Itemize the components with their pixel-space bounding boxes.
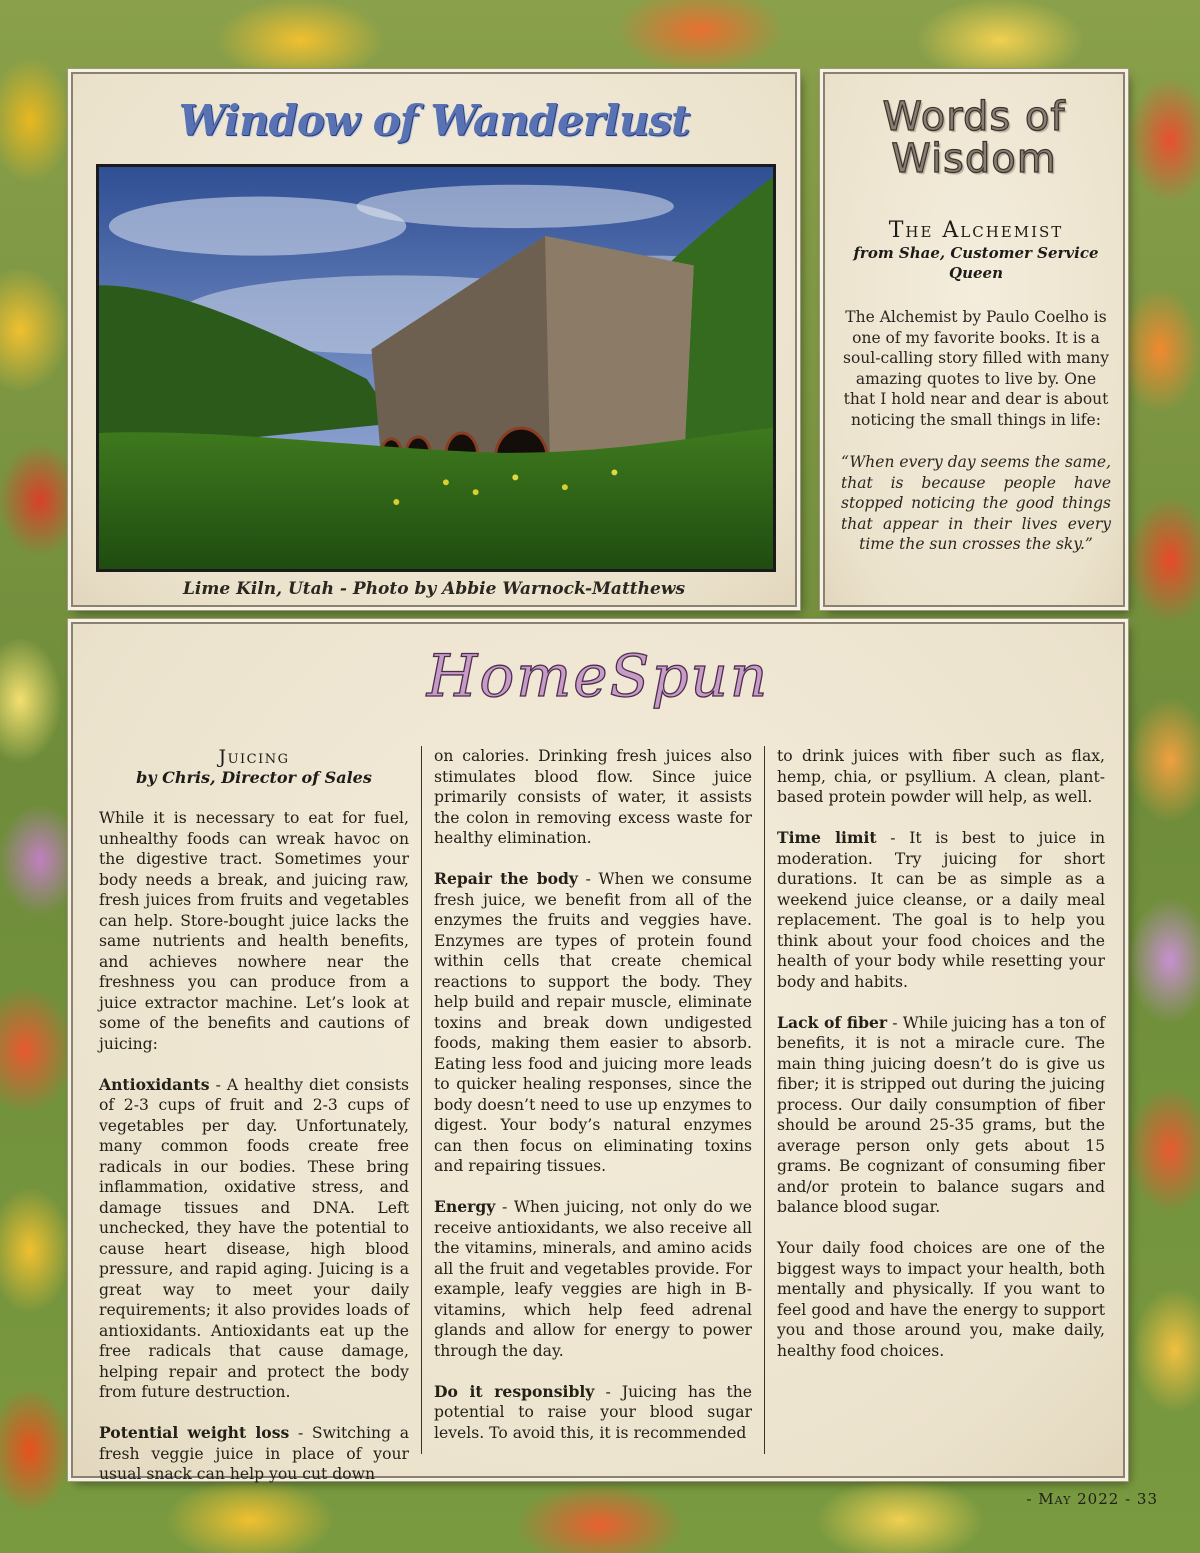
lack-of-fiber-paragraph [777, 1013, 1105, 1218]
antioxidants-paragraph [99, 1075, 409, 1403]
article-byline: by Chris, Director of Sales [136, 768, 372, 787]
time-limit-text: - It is best to juice in moderation. Try juicing for short durations. It can be as simple as a weekend juice cleanse, or a daily meal replacement. The goal is to help you think about your food choices and the health of your body while resetting your body and habits. [777, 829, 1105, 991]
words-of-wisdom-panel [823, 72, 1125, 607]
energy-text: - When juicing, not only do we receive antioxidants, we also receive all the vitamins, minerals, and amino acids all the fruit and vegetables provide. For example, leafy veggies are high in B-vitamins, which help feed adrenal glands and allow for energy to power through the day. [434, 1198, 752, 1360]
closing-paragraph: Your daily food choices are one of the biggest ways to impact your health, both mentally and physically. If you want to feel good and have the energy to support you and those around you, make daily, healthy food choices. [777, 1239, 1105, 1360]
energy-paragraph [434, 1197, 752, 1361]
responsibly-text-continued: to drink juices with fiber such as flax, hemp, chia, or psyllium. A clean, plant-based protein powder will help, as well. [777, 747, 1105, 806]
wisdom-title-line2: Wisdom [891, 136, 1057, 182]
article-columns [99, 746, 1105, 1483]
folio-prefix: - [1026, 1490, 1039, 1508]
weight-loss-label: Potential weight loss [99, 1423, 290, 1442]
lime-kiln-photo [96, 164, 776, 572]
weight-loss-text-continued: on calories. Drinking fresh juices also stimulates blood flow. Since juice primarily consists of water, it assists the colon in removing excess waste for healthy elimination. [434, 747, 752, 847]
responsibly-paragraph-start [434, 1382, 752, 1444]
homespun-title: HomeSpun [426, 642, 770, 710]
homespun-panel [71, 622, 1125, 1483]
wisdom-body [841, 218, 1111, 555]
repair-paragraph [434, 869, 752, 1177]
folio-month: May [1038, 1490, 1072, 1508]
weight-loss-paragraph-start [99, 1423, 409, 1485]
wisdom-title-line1: Words of [882, 94, 1066, 140]
folio-rest: 2022 - 33 [1071, 1490, 1158, 1508]
repair-text: - When we consume fresh juice, we benefit from all of the enzymes the fruits and veggies have. Enzymes are types of protein found within cells that create chemical reactions to support the body. They help build and repair muscle, eliminate toxins and break down undigested foods, making them easier to absorb. Eating less food and juicing more leads to quicker healing responses, since the body doesn’t need to use up enzymes to digest. Your body’s natural enzymes can then focus on eliminating toxins and repairing tissues. [434, 870, 752, 1175]
article-heading: Juicing [218, 746, 290, 768]
time-limit-label: Time limit [777, 828, 877, 847]
wisdom-heading: The Alchemist [888, 218, 1064, 243]
article-column-2 [421, 746, 765, 1454]
wanderlust-title: Window of Wanderlust [178, 96, 690, 145]
weight-loss-paragraph-end [434, 746, 752, 849]
repair-label: Repair the body [434, 869, 578, 888]
responsibly-label: Do it responsibly [434, 1381, 595, 1401]
photo-caption: Lime Kiln, Utah - Photo by Abbie Warnock-Matthews [182, 579, 686, 599]
wisdom-byline: from Shae, Customer Service Queen [853, 244, 1099, 282]
weight-loss-text: - Switching a fresh veggie juice in place of your usual snack can help you cut down [99, 1424, 409, 1483]
lime-kiln-image [99, 167, 773, 569]
page-folio [1026, 1490, 1158, 1508]
wisdom-title [825, 96, 1123, 180]
wisdom-paragraph: The Alchemist by Paulo Coelho is one of my favorite books. It is a soul-calling story filled with many amazing quotes to live by. One that I hold near and dear is about noticing the small things in life: [842, 308, 1109, 429]
responsibly-text: - Juicing has the potential to raise your blood sugar levels. To avoid this, it is recommended [434, 1382, 752, 1442]
article-intro: While it is necessary to eat for fuel, unhealthy foods can wreak havoc on the digestive tract. Sometimes your body needs a break, and juicing raw, fresh juices from fruits and vegetables can help. Store-bought juice lacks the same nutrients and health benefits, and achieves nowhere near the freshness you can produce from a juice extractor machine. Let’s look at some of the benefits and cautions of juicing: [99, 809, 409, 1053]
responsibly-paragraph-end [777, 746, 1105, 808]
antioxidants-text: - A healthy diet consists of 2-3 cups of fruit and 2-3 cups of vegetables per day. Unfortunately, many common foods create free radicals in our bodies. These bring inflammation, oxidative stress, and damage tissues and DNA. Left unchecked, they have the potential to cause heart disease, high blood pressure, and rapid aging. Juicing is a great way to meet your daily requirements; it also provides loads of antioxidants. Antioxidants eat up the free radicals that cause damage, helping repair and protect the body from future destruction. [99, 1075, 409, 1401]
wisdom-quote: “When every day seems the same, that is because people have stopped noticing the good things that appear in their lives every time the sun crosses the sky.” [841, 453, 1111, 553]
article-column-3 [765, 746, 1105, 1454]
time-limit-paragraph [777, 828, 1105, 992]
window-of-wanderlust-panel [71, 72, 797, 607]
energy-label: Energy [434, 1197, 496, 1216]
lack-of-fiber-label: Lack of fiber [777, 1012, 888, 1032]
antioxidants-label: Antioxidants [99, 1074, 210, 1094]
article-column-1 [99, 746, 421, 1483]
lack-of-fiber-text: - While juicing has a ton of benefits, it is not a miracle cure. The main thing juicing doesn’t do is give us fiber; it is stripped out during the juicing process. Our daily consumption of fiber should be around 25-35 grams, but the average person only gets about 15 grams. Be cognizant of consuming fiber and/or protein to balance sugars and balance blood sugar. [777, 1013, 1105, 1216]
